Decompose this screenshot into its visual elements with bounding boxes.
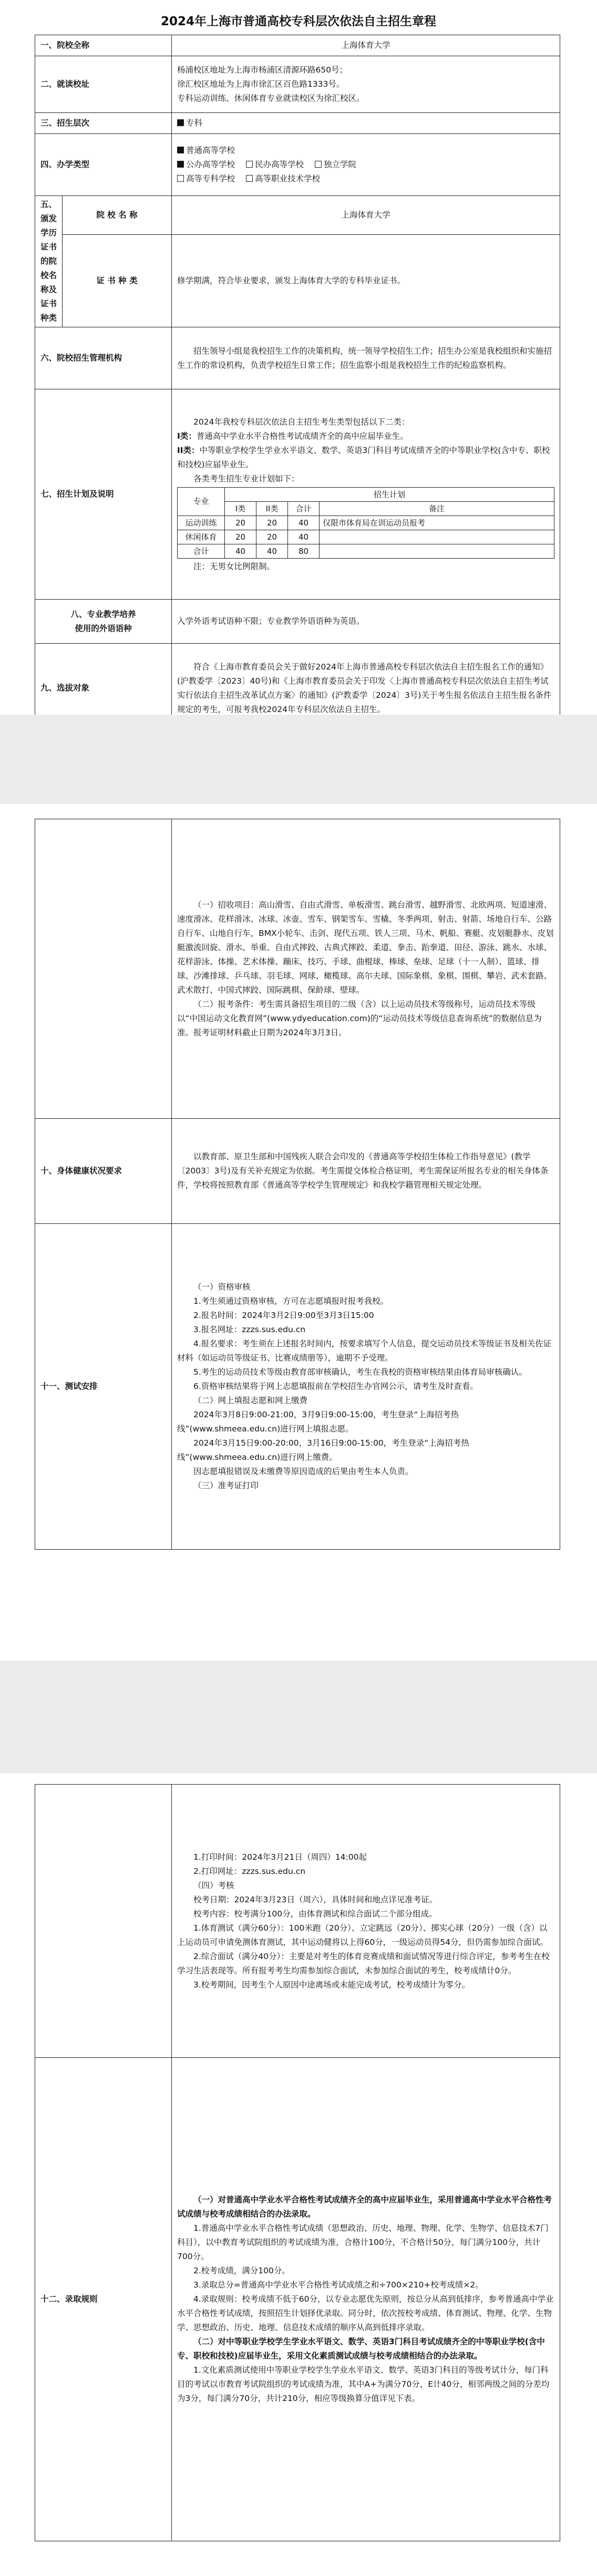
row-admission <box>35 2058 560 2541</box>
table-row: 合计 40 40 80 <box>178 544 554 558</box>
value-campus <box>172 56 560 113</box>
label-cert-type: 证 书 种 类 <box>63 234 172 327</box>
value-cert-type: 修学期满，符合毕业要求，颁发上海体育大学的专科毕业证书。 <box>172 234 560 327</box>
campus-line: 徐汇校区地址为上海市徐汇区百色路1333号。 <box>177 79 345 89</box>
campus-line: 杨浦校区地址为上海市杨浦区清源环路650号； <box>177 65 348 75</box>
value-language: 入学外语考试语种不限；专业教学外语语种为英语。 <box>172 600 560 644</box>
row-assessment <box>35 1785 560 2058</box>
document-title: 2024年上海市普通高校专科层次依法自主招生章程 <box>160 15 436 28</box>
unchecked-box-icon <box>177 175 184 182</box>
label-admission: 十二、录取规则 <box>35 2058 172 2541</box>
value-org: 招生领导小组是我校招生工作的决策机构，统一领导学校招生工作；招生办公室是我校组织和实施招生工作的常设机构，负责学校招生日常工作；招生监察小组是我校招生工作的纪检监察机构。 <box>172 327 560 389</box>
row-language <box>35 600 560 644</box>
label-cert-school: 院 校 名 称 <box>63 196 172 235</box>
label-campus: 二、就读校址 <box>35 56 172 113</box>
label-items-continued <box>35 819 172 1119</box>
row-level <box>35 113 560 134</box>
label-cert: 五、颁发学历证书的院校名称及证书种类 <box>35 196 63 327</box>
table-row: 休闲体育 20 20 40 <box>178 530 554 544</box>
value-cert-school: 上海体育大学 <box>172 196 560 235</box>
th-type2: II类 <box>256 501 288 516</box>
charter-table-3 <box>35 1784 560 2541</box>
th-note: 备注 <box>320 501 554 516</box>
th-major: 专业 <box>178 487 225 516</box>
row-health <box>35 1119 560 1224</box>
document-page-3 <box>0 1774 597 2576</box>
label-health: 十、身体健康状况要求 <box>35 1119 172 1224</box>
unchecked-box-icon <box>246 175 253 182</box>
label-test-continued <box>35 1785 172 2058</box>
enrollment-plan-table <box>177 487 554 559</box>
value-admission: （一）对普通高中学业水平合格性考试成绩齐全的高中应届毕业生，采用普通高中学业水平合格性考试成绩与校考成绩相结合的办法录取。 1.普通高中学业水平合格性考试成绩（思想政治、历史、地理、物理、化学、生物学、信息技术7门科目），以中教育考试院组织的考试成绩为准，合格计100分，不合格计50分，每门满分100分，共计700分。 2.校考成绩，满分100分。 3.录取总分=普通高中学业水平合格性考试成绩之和÷700×210+校考成绩×2。 4.录取规则：校考成绩不低于60分，以专业志愿优先原则，按总分从高到低排序，参考普通高中学业水平合格性考试成绩，按照招生计划择优录取。同分时，依次按校考成绩、体育测试、物理、化学、生物学、思想政治、历史、地理、信息技术成绩的顺序从高到低排序录取。 （二）对中等职业学校学生学业水平语文、数学、英语3门科目考试成绩齐全的中等职业学校(含中专、职校和技校)应届毕业生，采用文化素质测试成绩与校考成绩相结合的办法录取。 1.文化素质测试使用中等职业学校学生学业水平语文、数学、英语3门科目的等级考试计分，每门科目的考试以市教育考试院组织的考试成绩为准，其中A+为满分70分，E计40分，相邻两级之间的分差均为3分，每门满分70分，共计210分，相应等级换算分值详见下表。 <box>172 2058 560 2541</box>
value-health: 以教育部、原卫生部和中国残疾人联合会印发的《普通高等学校招生体检工作指导意见》(教学〔2003〕3号)及有关补充规定为依据。考生需提交体检合格证明，考生需保证所报名专业的相关身体条件，学校将按照教育部《普通高等学校学生管理规定》和我校学籍管理相关规定处理。 <box>172 1119 560 1224</box>
document-page-2 <box>0 804 597 1661</box>
row-cert-type <box>35 234 560 327</box>
document-page-1 <box>0 0 597 715</box>
th-type1: I类 <box>225 501 256 516</box>
row-test <box>35 1224 560 1550</box>
th-plan: 招生计划 <box>225 487 554 501</box>
checked-box-icon <box>177 161 184 168</box>
unchecked-box-icon <box>315 161 322 168</box>
label-org: 六、院校招生管理机构 <box>35 327 172 389</box>
table-row: 运动训练 20 20 40 仅限市体育局在训运动员报考 <box>178 516 554 530</box>
label-target: 九、选拔对象 <box>35 644 172 715</box>
value-target: 符合《上海市教育委员会关于做好2024年上海市普通高校专科层次依法自主招生报名工作的通知》(沪教委学〔2023〕40号)和《上海市教育委员会关于印发〈上海市普通高校专科层次依法自主招生考试实行依法自主招生改革试点方案〉的通知》(沪教委学〔2024〕3号)关于考生报名依法自主招生报名条件规定的考生，可报考我校2024年专科层次依法自主招生。 <box>172 644 560 715</box>
row-org <box>35 327 560 389</box>
value-assessment: 1.打印时间：2024年3月21日（周四）14:00起 2.打印网址：zzzs.sus.edu.cn （四）考核 校考日期：2024年3月23日（周六），具体时间和地点详见准考证。 校考内容：校考满分100分，由体育测试和综合面试二个部分组成。 1.体育测试（满分60分）：100米跑（20分）、立定跳远（20分）、掷实心球（20分）一级（含）以上运动员可申请免测体育测试，其中运动健将以上得60分，一级运动员得54分，但仍需参加综合面试。 2.综合面试（满分40分）：主要是对考生的体育竞赛成绩和面试情况等进行综合评定，参考考生在校学习生活表现等。所有报考考生均需参加综合面试，未参加综合面试的考生，校考成绩计0分。 3.校考期间，因考生个人原因中途离场或未能完成考试，校考成绩计为零分。 <box>172 1785 560 2058</box>
row-cert-school <box>35 196 560 235</box>
row-plan <box>35 389 560 600</box>
charter-table-2 <box>35 819 560 1550</box>
checked-box-icon <box>177 147 184 153</box>
label-level: 三、招生层次 <box>35 113 172 134</box>
label-language: 八、专业教学培养 使用的外语语种 <box>35 600 172 644</box>
value-items: （一）招收项目：高山滑雪、自由式滑雪、单板滑雪、跳台滑雪、越野滑雪、北欧两项、短道速滑、速度滑冰、花样滑冰、冰球、冰壶、雪车、钢架雪车、雪橇、冬季两项、射击、射箭、场地自行车、公路自行车、山地自行车，BMX小轮车、击剑、现代五项、铁人三项、马术、帆船、赛艇、皮划艇静水、皮划艇激流回旋、滑水、举重、自由式摔跤、古典式摔跤、柔道、拳击、跆拳道、田径、游泳、跳水、水球、花样游泳、体操、艺术体操、蹦床、技巧、手球、曲棍球、棒球、垒球、足球（十一人制）、篮球、排球、沙滩排球、乒乓球、羽毛球、网球、橄榄球、高尔夫球、国际象棋、象棋、围棋、攀岩、武术套路、武术散打、中国式摔跤、国际跳棋、保龄球、壁球。 （二）报考条件：考生需具备招生项目的二级（含）以上运动员技术等级称号，运动员技术等级以“中国运动文化教育网”(www.ydyeducation.com)的“运动员技术等级信息查询系统”的数据信息为准。报考证明材料截止日期为2024年3月3日。 <box>172 819 560 1119</box>
value-type: 普通高等学校 公办高等学校 民办高等学校 独立学院 高等专科学校 高等职业技术学校 <box>172 134 560 196</box>
row-target <box>35 644 560 715</box>
value-plan: 2024年我校专科层次依法自主招生考生类型包括以下二类： I类：普通高中学业水平合格性考试成绩齐全的高中应届毕业生。 II类：中等职业学校学生学业水平语文、数学、英语3门科目考试成绩齐全的中等职业学校(含中专、职校和技校)应届毕业生。 各类考生招生专业计划如下： 专业 招生计划 I类 II类 合计 备注 运动训练 20 20 40 仅限市体育局在训运动员报考 休闲体育 20 20 40 合计 40 40 80 注：无男女比例限制。 <box>172 389 560 600</box>
campus-line: 专科运动训练、休闲体育专业就读校区为徐汇校区。 <box>177 94 365 103</box>
row-type <box>35 134 560 196</box>
charter-table-1 <box>35 35 560 715</box>
unchecked-box-icon <box>246 161 253 168</box>
label-plan: 七、招生计划及说明 <box>35 389 172 600</box>
label-test: 十一、测试安排 <box>35 1224 172 1550</box>
value-test: （一）资格审核 1.考生须通过资格审核，方可在志愿填报时报考我校。 2.报名时间：2024年3月2日9:00至3月3日15:00 3.报名网址：zzzs.sus.edu.cn 4.报名要求：考生须在上述报名时间内，按要求填写个人信息，提交运动员技术等级证书及相关佐证材料（如运动员等级证书、比赛成绩册等），逾期不予受理。 5.考生的运动员技术等级由教育部审核确认，考生在我校的资格审核结果由体育局审核确认。 6.资格审核结果将于网上志愿填报前在学校招生办官网公示，请考生及时查看。 （二）网上填报志愿和网上缴费 2024年3月8日9:00-21:00，3月9日9:00-15:00，考生登录“上海招考热线”(www.shmeea.edu.cn)进行网上填报志愿。 2024年3月15日9:00-20:00，3月16日9:00-15:00，考生登录“上海招考热线”(www.shmeea.edu.cn)进行网上缴费。 因志愿填报错误及未缴费等原因造成的后果由考生本人负责。 （三）准考证打印 <box>172 1224 560 1550</box>
value-level: 专科 <box>172 113 560 134</box>
row-school-name <box>35 35 560 56</box>
value-school-name: 上海体育大学 <box>172 35 560 56</box>
row-campus <box>35 56 560 113</box>
label-school-name: 一、院校全称 <box>35 35 172 56</box>
th-total: 合计 <box>288 501 320 516</box>
label-type: 四、办学类型 <box>35 134 172 196</box>
checked-box-icon <box>177 119 184 126</box>
row-items <box>35 819 560 1119</box>
